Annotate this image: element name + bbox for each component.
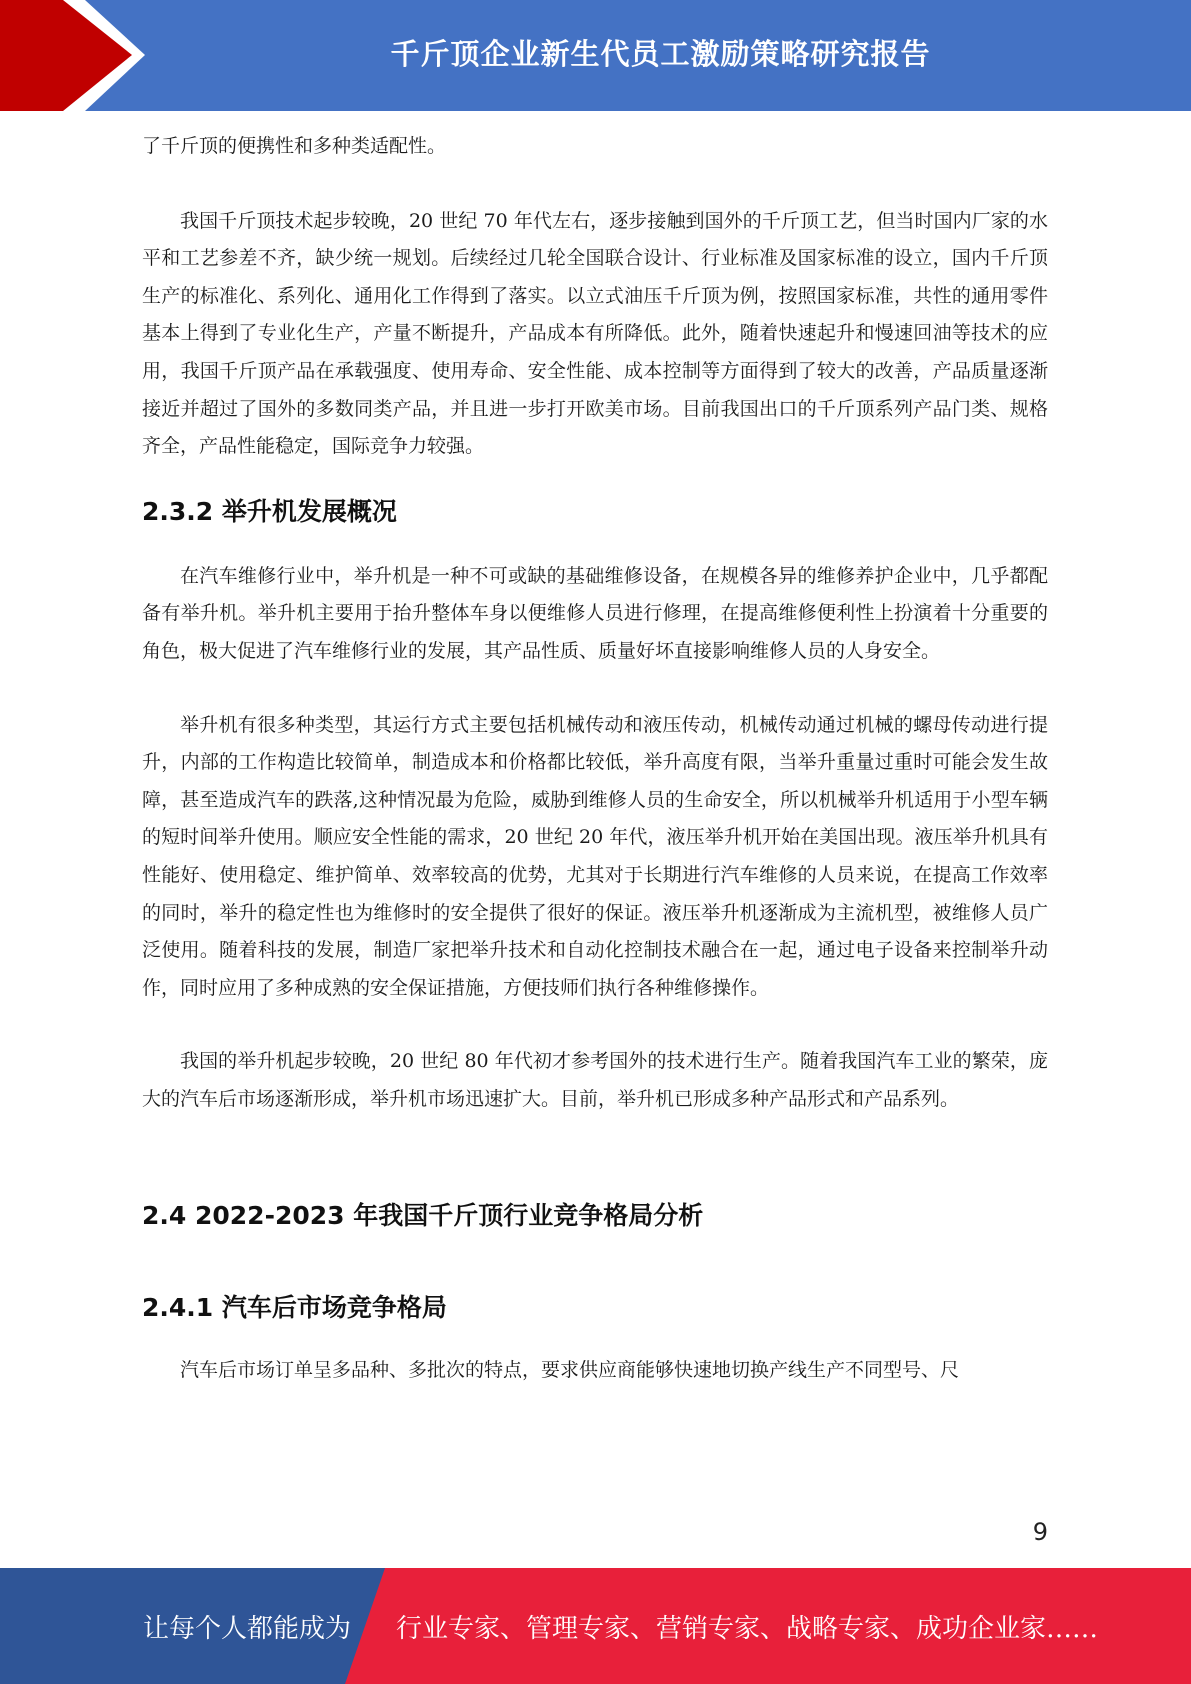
paragraph-continuation: 了千斤顶的便携性和多种类适配性。 [142,135,447,157]
document-body [142,128,1048,1390]
paragraph-lift-intro: 在汽车维修行业中，举升机是一种不可或缺的基础维修设备，在规模各异的维修养护企业中，几乎都配备有举升机。举升机主要用于抬升整体车身以便维修人员进行修理，在提高维修便利性上扮演着十分重要的角色，极大促进了汽车维修行业的发展，其产品性质、质量好坏直接影响维修人员的人身安全。 [142,564,1048,662]
paragraph-aftermarket: 汽车后市场订单呈多品种、多批次的特点，要求供应商能够快速地切换产线生产不同型号、尺 [180,1359,960,1382]
footer-slogan-left: 让每个人都能成为 [143,1613,352,1644]
paragraph-lift-china: 我国的举升机起步较晚，20 世纪 80 年代初才参考国外的技术进行生产。随着我国汽车工业的繁荣，庞大的汽车后市场逐渐形成，举升机市场迅速扩大。目前，举升机已形成多种产品形式和产品系列。 [142,1050,1048,1110]
section-heading-2-4-1: 2.4.1 汽车后市场竞争格局 [142,1293,447,1323]
paragraph-lift-types: 举升机有很多种类型，其运行方式主要包括机械传动和液压传动，机械传动通过机械的螺母传动进行提升，内部的工作构造比较简单，制造成本和价格都比较低，举升高度有限，当举升重量过重时可能会发生故障，甚至造成汽车的跌落,这种情况最为危险，威胁到维修人员的生命安全，所以机械举升机适用于小型车辆的短时间举升使用。顺应安全性能的需求，20 世纪 20 年代，液压举升机开始在美国出现。液压举升机具有性能好、使用稳定、维护简单、效率较高的优势，尤其对于长期进行汽车维修的人员来说，在提高工作效率的同时，举升的稳定性也为维修时的安全提供了很好的保证。液压举升机逐渐成为主流机型，被维修人员广泛使用。随着科技的发展，制造厂家把举升技术和自动化控制技术融合在一起，通过电子设备来控制举升动作，同时应用了多种成熟的安全保证措施，方便技师们执行各种维修操作。 [142,713,1048,999]
section-heading-2-3-2: 2.3.2 举升机发展概况 [142,496,397,526]
footer-slogan-right: 行业专家、管理专家、营销专家、战略专家、成功企业家…… [396,1613,1099,1644]
section-heading-2-4: 2.4 2022-2023 年我国千斤顶行业竞争格局分析 [142,1201,704,1231]
header-title: 千斤顶企业新生代员工激励策略研究报告 [390,36,931,71]
paragraph-jack-history: 我国千斤顶技术起步较晚，20 世纪 70 年代左右，逐步接触到国外的千斤顶工艺，但当时国内厂家的水平和工艺参差不齐，缺少统一规划。后续经过几轮全国联合设计、行业标准及国家标准的设立，国内千斤顶生产的标准化、系列化、通用化工作得到了落实。以立式油压千斤顶为例，按照国家标准，共性的通用零件基本上得到了专业化生产，产量不断提升，产品成本有所降低。此外，随着快速起升和慢速回油等技术的应用，我国千斤顶产品在承载强度、使用寿命、安全性能、成本控制等方面得到了较大的改善，产品质量逐渐接近并超过了国外的多数同类产品，并且进一步打开欧美市场。目前我国出口的千斤顶系列产品门类、规格齐全，产品性能稳定，国际竞争力较强。 [142,209,1048,458]
page-number: 9 [1032,1518,1048,1546]
page-footer [0,1568,1191,1684]
page-header [0,0,1191,111]
